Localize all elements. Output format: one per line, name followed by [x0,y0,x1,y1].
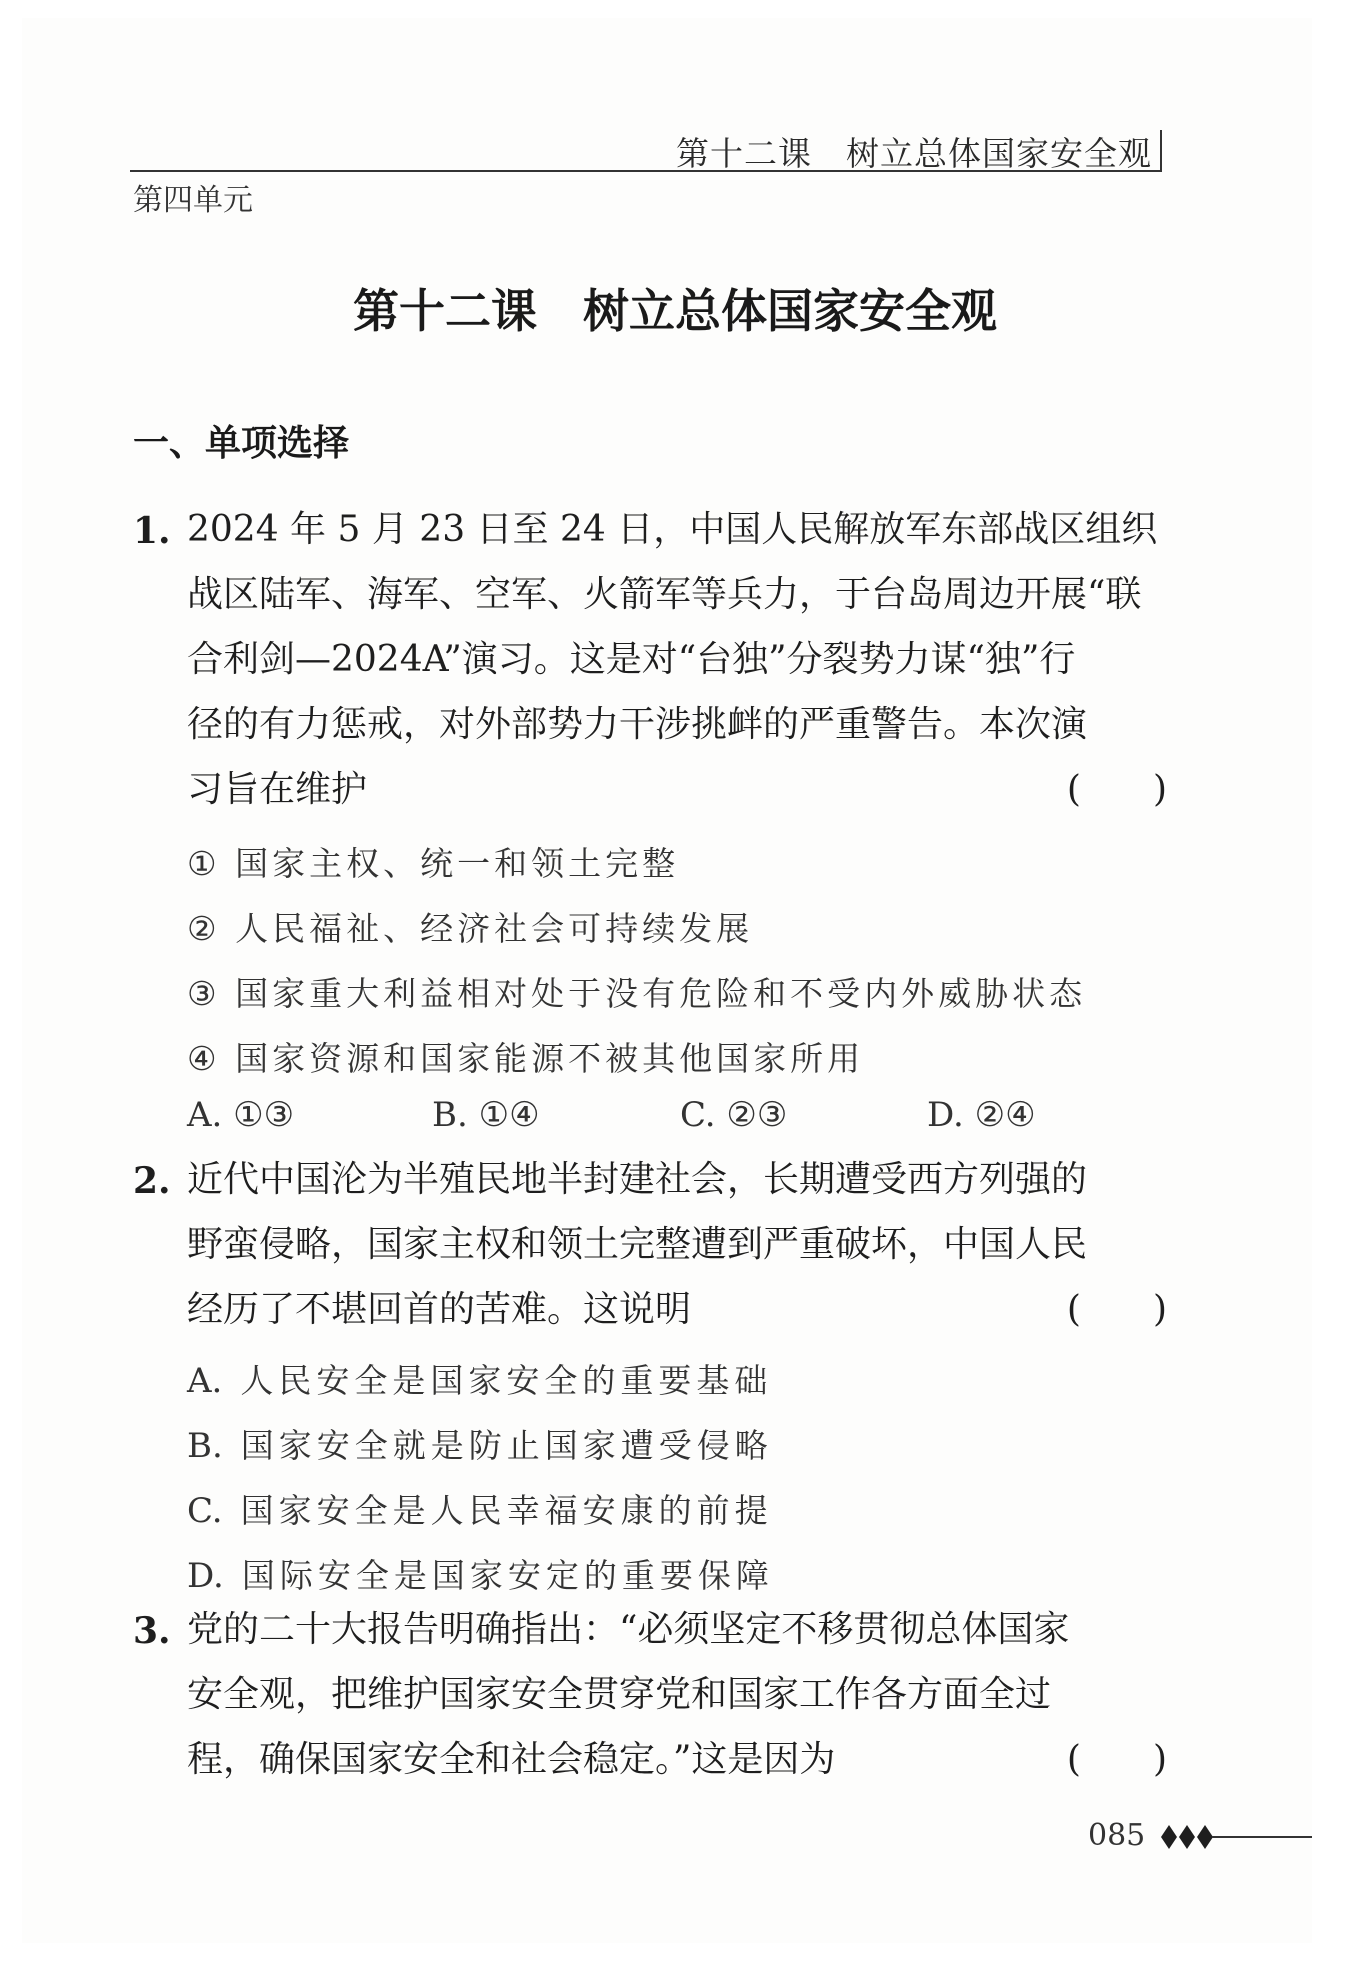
answer-bracket: ( ) [1066,769,1167,810]
option-text: 国家安全就是防止国家遭受侵略 [240,1426,773,1465]
running-head-title: 第十二课 树立总体国家安全观 [676,134,1152,173]
question-text-fragment: 程，确保国家安全和社会稳定。”这是因为 [187,1739,836,1780]
running-head-rule [1160,130,1162,170]
statement-item: ① 国家主权、统一和领土完整 [187,844,680,883]
question-number: 3. [133,1610,171,1652]
unit-label: 第四单元 [133,183,253,218]
question-text-fragment: 经历了不堪回首的苦难。这说明 [187,1289,692,1330]
running-head [130,128,1162,172]
statement-item: ② 人民福祉、经济社会可持续发展 [187,909,754,948]
question-number: 1. [133,510,171,552]
choice-a: A. ①③ [187,1095,295,1135]
question-text-line [187,770,1167,810]
option-c [187,1485,773,1532]
lesson-title: 第十二课 树立总体国家安全观 [353,284,997,338]
question-text-line: 近代中国沦为半殖民地半封建社会，长期遭受西方列强的 [187,1159,1088,1200]
option-letter: D. [187,1556,224,1596]
answer-bracket: ( ) [1066,1739,1167,1780]
question-text-line: 战区陆军、海军、空军、火箭军等兵力，于台岛周边开展“联 [187,574,1142,615]
statement-item: ③ 国家重大利益相对处于没有危险和不受内外威胁状态 [187,974,1087,1013]
page-number: 085 [1088,1818,1146,1853]
question-text-line: 合利剑—2024A”演习。这是对“台独”分裂势力谋“独”行 [187,639,1076,680]
option-d [187,1550,774,1597]
option-letter: C. [187,1491,223,1531]
section-heading: 一、单项选择 [133,423,350,464]
answer-bracket: ( ) [1066,1289,1167,1330]
choice-d: D. ②④ [927,1095,1036,1135]
question-text-line [187,1740,1167,1780]
option-letter: A. [187,1361,223,1401]
question-text-line: 党的二十大报告明确指出：“必须坚定不移贯彻总体国家 [187,1609,1070,1650]
option-text: 国际安全是国家安定的重要保障 [241,1556,774,1595]
question-text-line: 安全观，把维护国家安全贯穿党和国家工作各方面全过 [187,1674,1052,1715]
option-text: 人民安全是国家安全的重要基础 [240,1361,773,1400]
footer-rule [1212,1836,1312,1838]
question-text-line: 径的有力惩戒，对外部势力干涉挑衅的严重警告。本次演 [187,704,1088,745]
choice-b: B. ①④ [432,1095,540,1135]
statement-item: ④ 国家资源和国家能源不被其他国家所用 [187,1039,865,1078]
option-b [187,1420,773,1467]
question-text-fragment: 习旨在维护 [187,769,368,810]
question-number: 2. [133,1160,171,1202]
question-text-line [187,1290,1167,1330]
option-letter: B. [187,1426,223,1466]
diamond-ornament-icon [1160,1817,1216,1857]
option-text: 国家安全是人民幸福安康的前提 [240,1491,773,1530]
question-text-line: 2024 年 5 月 23 日至 24 日，中国人民解放军东部战区组织 [187,509,1158,550]
option-a [187,1355,772,1402]
question-text-line: 野蛮侵略，国家主权和领土完整遭到严重破坏，中国人民 [187,1224,1088,1265]
choice-c: C. ②③ [680,1095,788,1135]
